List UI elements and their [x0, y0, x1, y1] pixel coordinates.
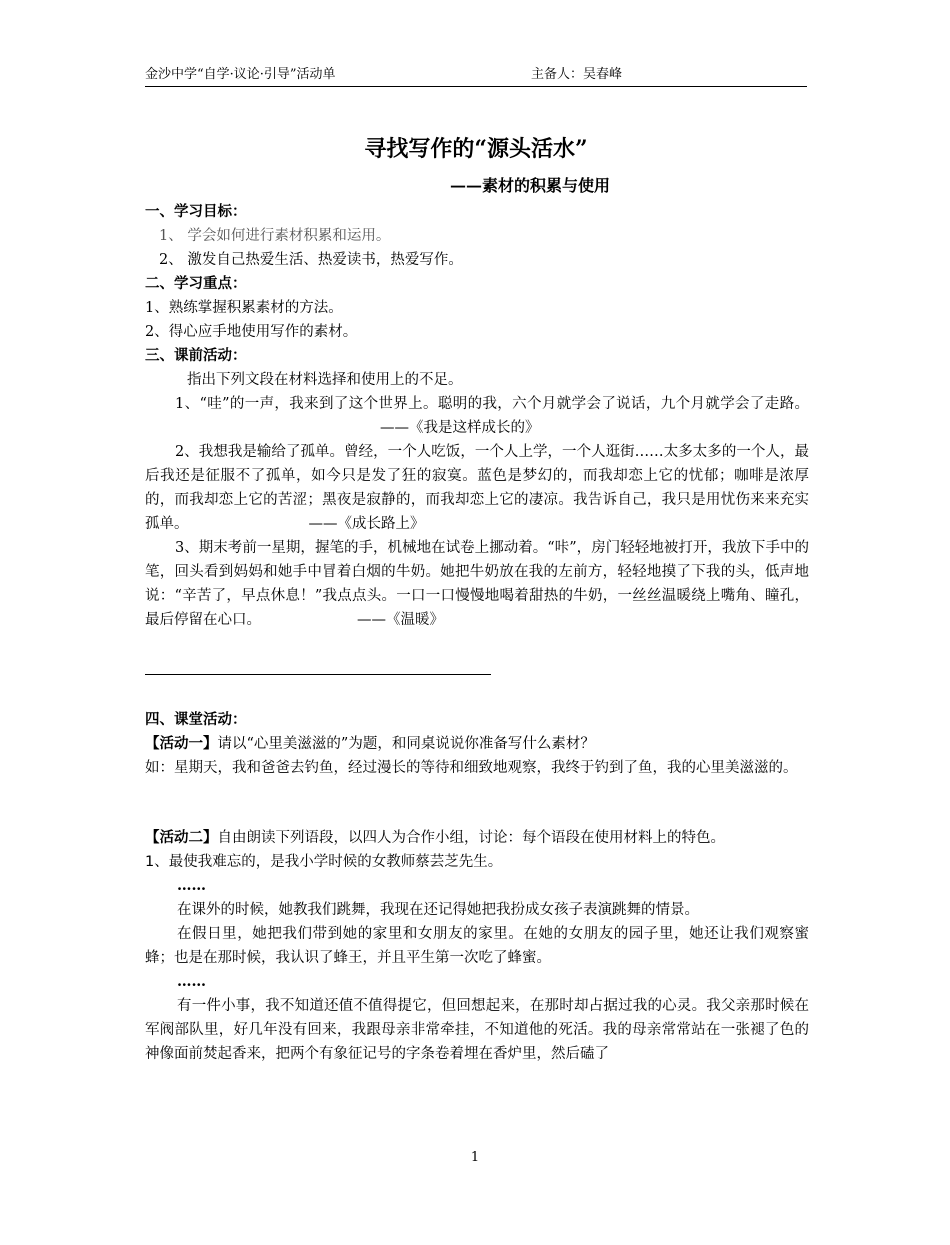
goal-item-2: 2、 激发自己热爱生活、热爱读书，热爱写作。 [159, 252, 463, 268]
focus-item-1: 1、熟练掌握积累素材的方法。 [145, 300, 343, 316]
ellipsis-1: …… [177, 877, 206, 894]
section-divider [145, 674, 491, 675]
activity-1-example: 如：星期天，我和爸爸去钓鱼，经过漫长的等待和细致地观察，我终于钓到了鱼，我的心里美滋滋的。 [145, 760, 798, 776]
document-title: 寻找写作的“源头活水” [364, 136, 588, 162]
activity-2-prompt [145, 826, 809, 850]
activity-2-label: 【活动二】 [145, 829, 218, 846]
passage-3-source: ——《温暖》 [357, 612, 444, 628]
goal-item-1-text: 1、 学会如何进行素材积累和运用。 [159, 228, 391, 244]
reading-1-paragraph-1: 在课外的时候，她教我们跳舞，我现在还记得她把我扮成女孩子表演跳舞的情景。 [177, 902, 699, 918]
reading-1-intro: 最使我难忘的，是我小学时候的女教师蔡芸芝先生。 [168, 854, 503, 870]
section-heading-pre-class: 三、课前活动： [145, 347, 247, 364]
pre-class-passage-1 [145, 392, 809, 440]
ellipsis-2: …… [177, 973, 206, 990]
passage-3-text: 3、期末考前一星期，握笔的手，机械地在试卷上挪动着。“咔”，房门轻轻地被打开，我放下手中的笔，回头看到妈妈和她手中冒着白烟的牛奶。她把牛奶放在我的左前方，轻轻地摸了下我的头，低声地说：“辛苦了，早点休息！”我点点头。一口一口慢慢地喝着甜热的牛奶，一丝丝温暖绕上嘴角、瞳孔，最后停留在心口。 [145, 540, 809, 628]
subtitle-text: ——素材的积累与使用 [449, 176, 610, 195]
activity-1-label: 【活动一】 [145, 735, 218, 752]
activity-2-text: 自由朗读下列语段，以四人为合作小组，讨论：每个语段在使用材料上的特色。 [217, 830, 725, 846]
focus-item-2: 2、得心应手地使用写作的素材。 [145, 324, 358, 340]
reading-1-number: 1、 [145, 854, 169, 870]
document-body [145, 200, 809, 1066]
reading-1-paragraph-3: 有一件小事，我不知道还值不值得提它，但回想起来，在那时却占据过我的心灵。我父亲那时候在军阀部队里，好几年没有回来，我跟母亲非常牵挂，不知道他的死活。我的母亲常常站在一张褪了色的神像面前焚起香来，把两个有象征记号的字条卷着埋在香炉里，然后磕了 [145, 998, 809, 1062]
header-school-title: 金沙中学“自学·议论·引导”活动单 [145, 67, 336, 82]
section-heading-class-activity: 四、课堂活动： [145, 711, 247, 728]
activity-1-prompt [145, 732, 809, 756]
header-author: 主备人：吴春峰 [531, 67, 623, 82]
answer-space [145, 780, 809, 826]
activity-1-text: 请以“心里美滋滋的”为题，和同桌说说你准备写什么素材？ [217, 736, 595, 752]
pre-class-passage-2 [145, 440, 809, 536]
pre-class-passage-3 [145, 536, 809, 632]
section-heading-goals: 一、学习目标： [145, 203, 247, 220]
passage-2-source: ——《成长路上》 [308, 516, 425, 532]
reading-1-first-line [145, 850, 809, 874]
goal-item-1 [145, 224, 809, 248]
passage-2-text: 2、我想我是输给了孤单。曾经，一个人吃饭，一个人上学，一个人逛街……太多太多的一个人，最后我还是征服不了孤单，如今只是发了狂的寂寞。蓝色是梦幻的，而我却恋上它的忧郁；咖啡是浓厚的，而我却恋上它的苦涩；黑夜是寂静的，而我却恋上它的凄凉。我告诉自己，我只是用忧伤来来充实孤单。 [145, 444, 809, 532]
document-subtitle [145, 175, 807, 197]
reading-1-paragraph-2: 在假日里，她把我们带到她的家里和女朋友的家里。在她的女朋友的园子里，她还让我们观察蜜蜂；也是在那时候，我认识了蜂王，并且平生第一次吃了蜂蜜。 [145, 926, 809, 966]
section-heading-focus: 二、学习重点： [145, 275, 247, 292]
page-number: 1 [470, 1150, 480, 1165]
pre-class-instruction: 指出下列文段在材料选择和使用上的不足。 [187, 372, 463, 388]
passage-1-text: 1、“哇”的一声，我来到了这个世界上。聪明的我，六个月就学会了说话，九个月就学会了走路。 [175, 396, 809, 412]
passage-1-source: ——《我是这样成长的》 [380, 420, 540, 436]
page-header [145, 66, 807, 87]
